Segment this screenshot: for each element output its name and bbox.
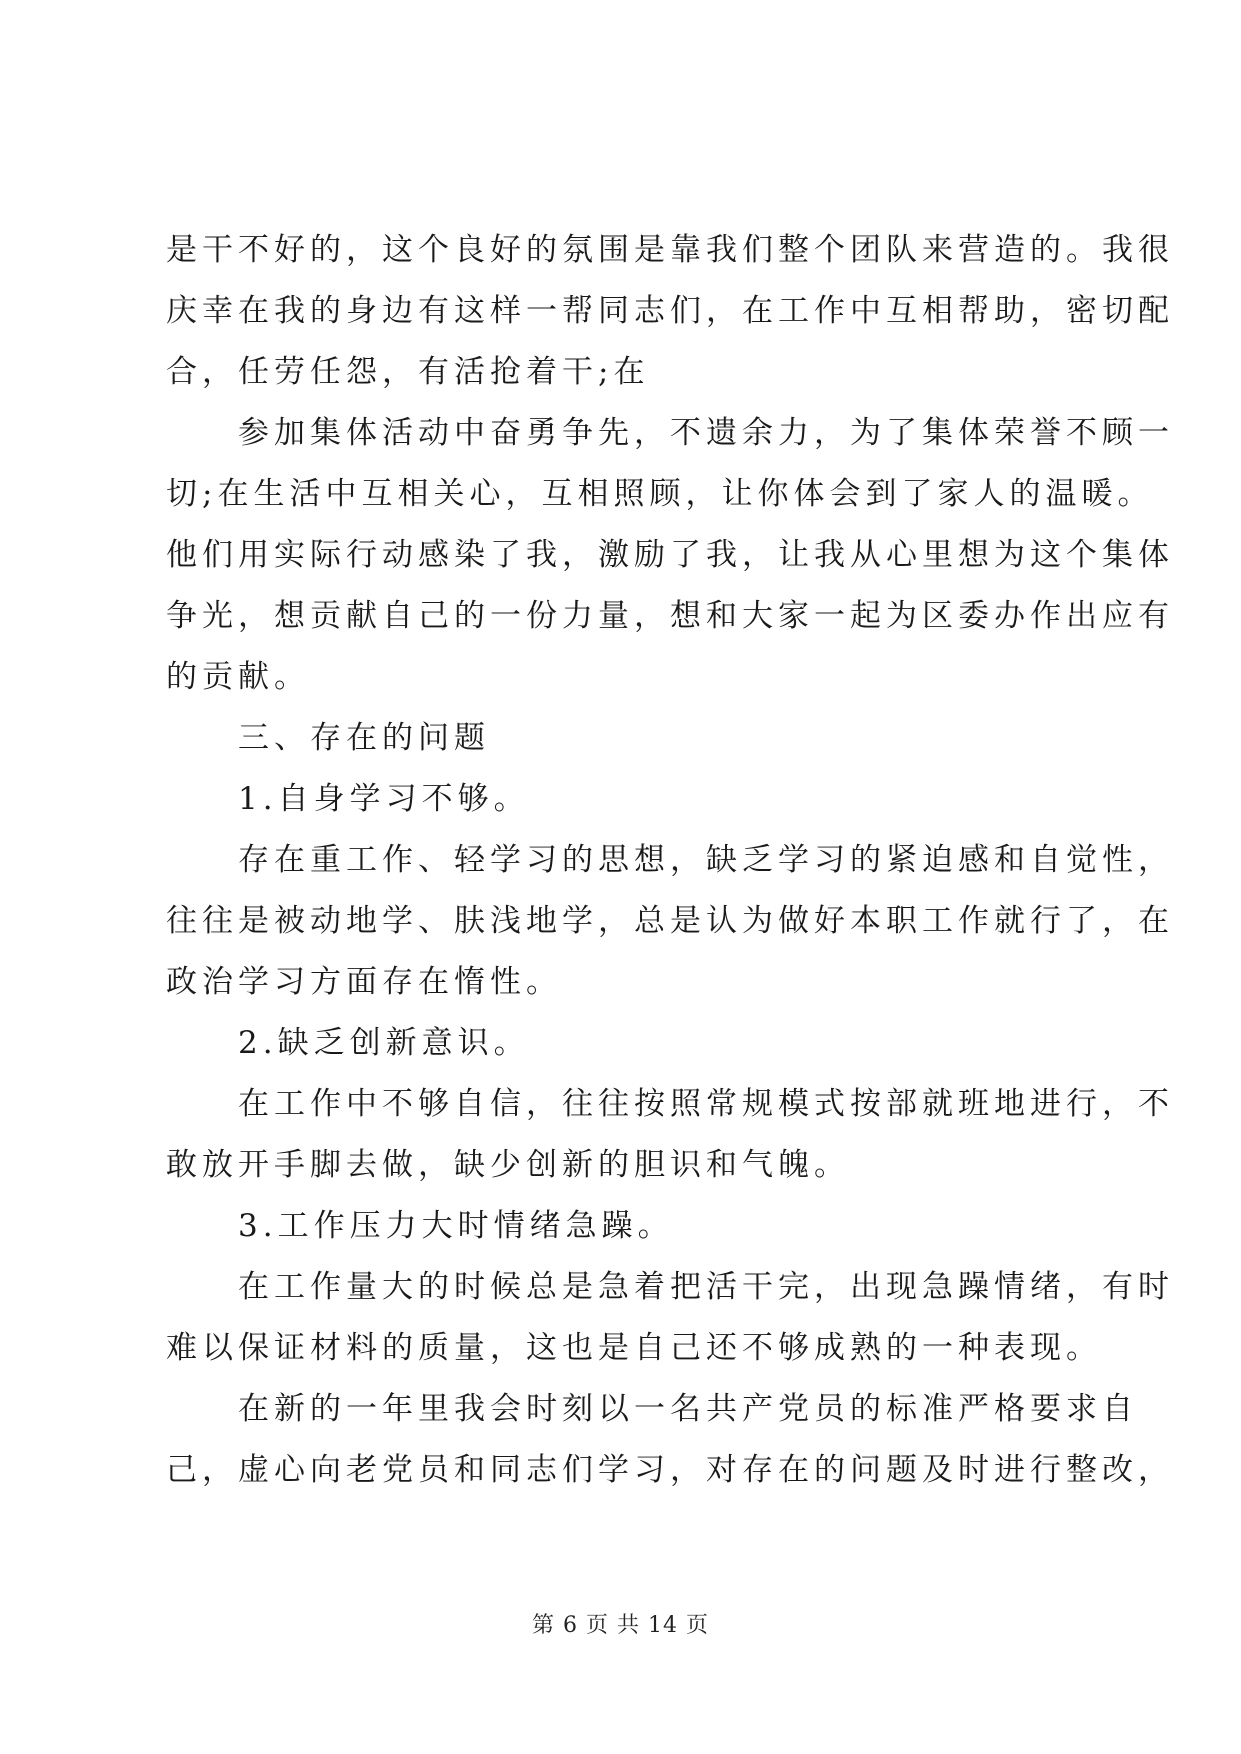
- text-line: 难以保证材料的质量，这也是自己还不够成熟的一种表现。: [166, 1330, 1102, 1366]
- section-heading: 三、存在的问题: [166, 720, 490, 756]
- text-line: 参加集体活动中奋勇争先，不遗余力，为了集体荣誉不顾一: [166, 415, 1174, 451]
- document-body: [166, 230, 1174, 1511]
- text-line: 敢放开手脚去做，缺少创新的胆识和气魄。: [166, 1147, 850, 1183]
- subheading: 3.工作压力大时情绪急躁。: [166, 1208, 674, 1244]
- text-line: 是干不好的，这个良好的氛围是靠我们整个团队来营造的。我很: [166, 232, 1174, 268]
- text-line: 合，任劳任怨，有活抢着干;在: [166, 354, 650, 390]
- text-line: 他们用实际行动感染了我，激励了我，让我从心里想为这个集体: [166, 537, 1174, 573]
- text-line: 切;在生活中互相关心，互相照顾，让你体会到了家人的温暖。: [166, 476, 1154, 512]
- text-line: 往往是被动地学、肤浅地学，总是认为做好本职工作就行了，在: [166, 903, 1174, 939]
- text-line: 争光，想贡献自己的一份力量，想和大家一起为区委办作出应有: [166, 598, 1174, 634]
- subheading: 1.自身学习不够。: [166, 781, 530, 817]
- text-line: 的贡献。: [166, 659, 310, 695]
- text-line: 庆幸在我的身边有这样一帮同志们，在工作中互相帮助，密切配: [166, 293, 1174, 329]
- text-line: 在新的一年里我会时刻以一名共产党员的标准严格要求自: [166, 1391, 1138, 1427]
- text-line: 政治学习方面存在惰性。: [166, 964, 562, 1000]
- text-line: 己，虚心向老党员和同志们学习，对存在的问题及时进行整改，: [166, 1452, 1174, 1488]
- text-line: 在工作中不够自信，往往按照常规模式按部就班地进行，不: [166, 1086, 1174, 1122]
- text-line: 存在重工作、轻学习的思想，缺乏学习的紧迫感和自觉性，: [166, 842, 1174, 878]
- subheading: 2.缺乏创新意识。: [166, 1025, 530, 1061]
- page-number-footer: 第 6 页 共 14 页: [532, 1613, 709, 1638]
- text-line: 在工作量大的时候总是急着把活干完，出现急躁情绪，有时: [166, 1269, 1174, 1305]
